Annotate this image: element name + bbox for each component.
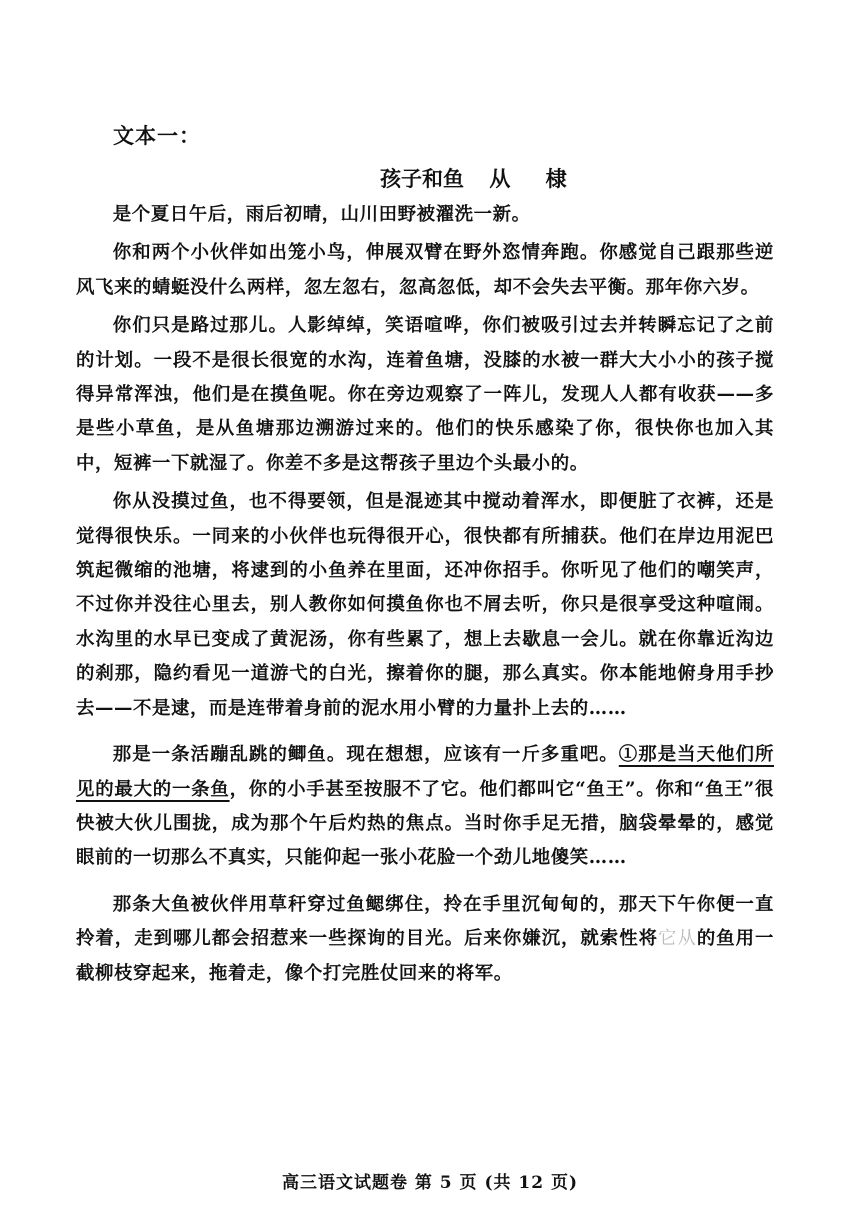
page-footer: 高三语文试题卷 第 5 页 (共 12 页): [281, 1173, 579, 1193]
paragraph: 你和两个小伙伴如出笼小鸟，伸展双臂在野外恣情奔跑。你感觉自己跟那些逆风飞来的蜻蜓没什么两样，忽左忽右，忽高忽低，却不会失去平衡。那年你六岁。: [76, 242, 774, 298]
paragraph-text: 那是一条活蹦乱跳的鲫鱼。现在想想，应该有一斤多重吧。: [112, 744, 619, 766]
story-author: 从 棣: [489, 166, 581, 191]
paragraph: 你们只是路过那儿。人影绰绰，笑语喧哗，你们被吸引过去并转瞬忘记了之前的计划。一段不是很长很宽的水沟，连着鱼塘，没膝的水被一群大大小小的孩子搅得异常浑浊，他们是在摸鱼呢。你在旁边观察了一阵儿，发现人人都有收获——多是些小草鱼，是从鱼塘那边溯游过来的。他们的快乐感染了你，很快你也加入其中，短裤一下就湿了。你差不多是这帮孩子里边个头最小的。: [76, 315, 774, 474]
story-heading: [380, 163, 581, 193]
paragraph: [76, 888, 774, 991]
paragraph: [76, 738, 774, 876]
underlined-sentence: ①那是当天他们所见的最大的一条鱼: [76, 744, 774, 800]
faded-text: 它从: [658, 928, 697, 950]
paragraph: 你从没摸过鱼，也不得要领，但是混迹其中搅动着浑水，即便脏了衣裤，还是觉得很快乐。一同来的小伙伴也玩得很开心，很快都有所捕获。他们在岸边用泥巴筑起微缩的池塘，将逮到的小鱼养在里面，还冲你招手。你听见了他们的嘲笑声，不过你并没往心里去，别人教你如何摸鱼你也不屑去听，你只是很享受这种喧闹。水沟里的水早已变成了黄泥汤，你有些累了，想上去歇息一会儿。就在你靠近沟边的刹那，隐约看见一道游弋的白光，擦着你的腿，那么真实。你本能地俯身用手抄去——不是逮，而是连带着身前的泥水用小臂的力量扑上去的……: [76, 491, 774, 719]
section-label: 文本一：: [113, 123, 201, 148]
paragraph: 是个夏日午后，雨后初晴，山川田野被濯洗一新。: [112, 204, 531, 225]
story-body: [76, 198, 774, 991]
paragraph-text: 的鱼用一截柳枝穿起来，拖着走，像个打完胜仗回来的将军。: [76, 928, 775, 984]
story-title: 孩子和鱼: [380, 166, 464, 191]
paragraph-text: 那条大鱼被伙伴用草秆穿过鱼鳃绑住，拎在手里沉甸甸的，那天下午你便一直拎着，走到哪儿都会招惹来一些探询的目光。后来你嫌沉，就索性将: [76, 893, 774, 950]
paragraph-text: ，你的小手甚至按服不了它。他们都叫它“鱼王”。你和“鱼王”很快被大伙儿围拢，成为那个午后灼热的焦点。当时你手足无措，脑袋晕晕的，感觉眼前的一切那么不真实，只能仰起一张小花脸一个劲儿地傻笑……: [76, 778, 774, 869]
